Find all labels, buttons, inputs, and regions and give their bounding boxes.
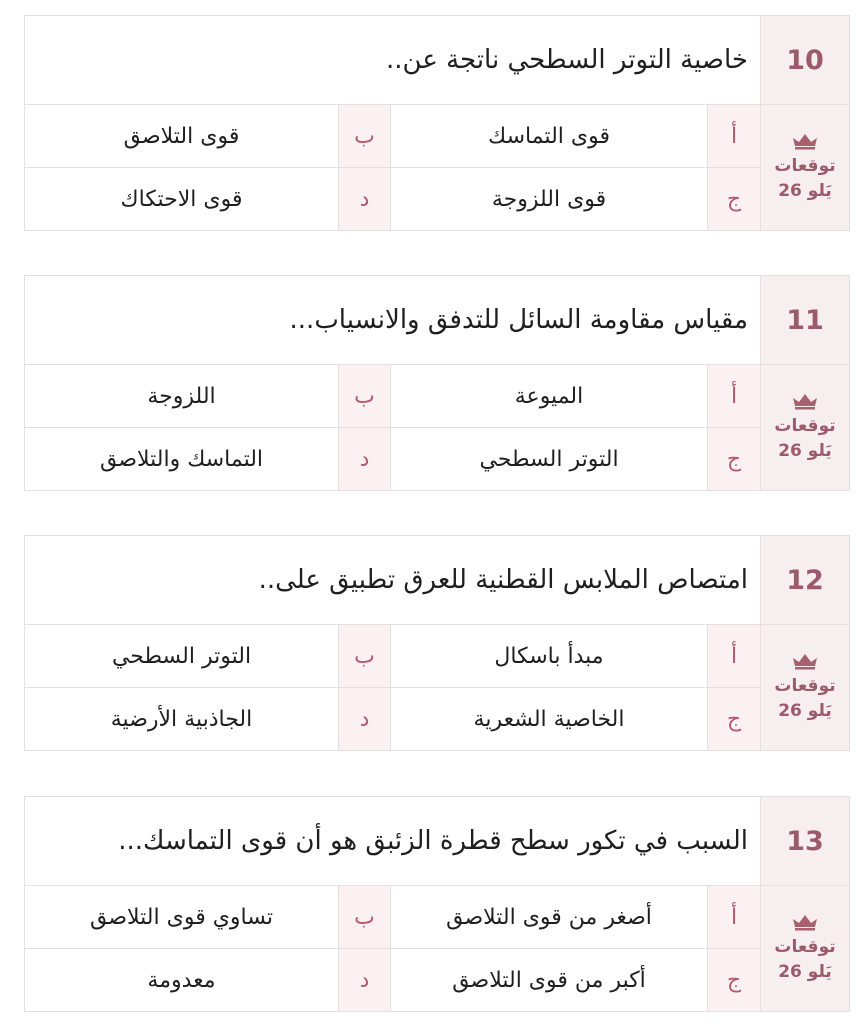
- option-letter-d: د: [338, 688, 391, 750]
- option-letter-d: د: [338, 428, 391, 490]
- brand-line-2: يَلو 26: [778, 961, 832, 982]
- option-a[interactable]: قوى التماسك: [488, 123, 610, 149]
- option-d[interactable]: التماسك والتلاصق: [99, 446, 264, 472]
- brand-badge: [761, 104, 849, 230]
- options-row: [25, 948, 760, 1011]
- options-row: [25, 624, 760, 687]
- question-number: 13: [786, 825, 824, 857]
- option-letter-b: ب: [338, 625, 391, 687]
- option-d[interactable]: الجاذبية الأرضية: [110, 706, 253, 732]
- crown-icon: [791, 913, 819, 931]
- options-row: [25, 364, 760, 427]
- option-b[interactable]: التوتر السطحي: [111, 643, 252, 669]
- option-b[interactable]: اللزوجة: [147, 383, 216, 409]
- brand-line-1: توقعات: [774, 155, 836, 176]
- question-text: مقياس مقاومة السائل للتدفق والانسياب...: [289, 305, 748, 335]
- option-a[interactable]: الميوعة: [514, 383, 584, 409]
- question-number: 11: [786, 304, 824, 336]
- option-letter-b: ب: [338, 365, 391, 427]
- option-letter-c: ج: [707, 428, 760, 490]
- option-b[interactable]: تساوي قوى التلاصق: [90, 904, 273, 930]
- brand-line-2: يَلو 26: [778, 180, 832, 201]
- option-letter-d: د: [338, 949, 391, 1011]
- question-card: [24, 15, 850, 231]
- question-card: [24, 535, 850, 751]
- question-number: 12: [786, 564, 824, 596]
- option-c[interactable]: أكبر من قوى التلاصق: [452, 967, 646, 993]
- options-row: [25, 687, 760, 750]
- number-column: [760, 276, 849, 490]
- options-row: [25, 885, 760, 948]
- option-b[interactable]: قوى التلاصق: [123, 123, 240, 149]
- brand-badge: [761, 364, 849, 490]
- option-letter-a: أ: [707, 625, 760, 687]
- option-letter-b: ب: [338, 886, 391, 948]
- option-c[interactable]: التوتر السطحي: [479, 446, 619, 472]
- option-a[interactable]: أصغر من قوى التلاصق: [446, 904, 652, 930]
- crown-icon: [791, 652, 819, 670]
- option-letter-c: ج: [707, 168, 760, 230]
- option-c[interactable]: الخاصية الشعرية: [473, 706, 625, 732]
- question-card: [24, 796, 850, 1012]
- number-column: [760, 797, 849, 1011]
- crown-icon: [791, 392, 819, 410]
- option-letter-a: أ: [707, 365, 760, 427]
- option-letter-d: د: [338, 168, 391, 230]
- brand-badge: [761, 624, 849, 750]
- options-row: [25, 104, 760, 167]
- brand-line-2: يَلو 26: [778, 700, 832, 721]
- number-column: [760, 536, 849, 750]
- question-text: السبب في تكور سطح قطرة الزئبق هو أن قوى التماسك...: [118, 826, 748, 856]
- option-d[interactable]: قوى الاحتكاك: [120, 186, 243, 212]
- option-letter-c: ج: [707, 949, 760, 1011]
- brand-line-1: توقعات: [774, 415, 836, 436]
- brand-line-1: توقعات: [774, 675, 836, 696]
- options-row: [25, 167, 760, 230]
- option-letter-a: أ: [707, 886, 760, 948]
- brand-badge: [761, 885, 849, 1011]
- option-letter-b: ب: [338, 105, 391, 167]
- option-d[interactable]: معدومة: [147, 967, 216, 993]
- question-number: 10: [786, 44, 824, 76]
- crown-icon: [791, 132, 819, 150]
- brand-line-1: توقعات: [774, 936, 836, 957]
- question-text: خاصية التوتر السطحي ناتجة عن..: [386, 45, 748, 75]
- options-row: [25, 427, 760, 490]
- option-a[interactable]: مبدأ باسكال: [494, 643, 604, 669]
- brand-line-2: يَلو 26: [778, 440, 832, 461]
- question-text: امتصاص الملابس القطنية للعرق تطبيق على..: [258, 565, 748, 595]
- question-card: [24, 275, 850, 491]
- number-column: [760, 16, 849, 230]
- option-c[interactable]: قوى اللزوجة: [491, 186, 607, 212]
- option-letter-c: ج: [707, 688, 760, 750]
- option-letter-a: أ: [707, 105, 760, 167]
